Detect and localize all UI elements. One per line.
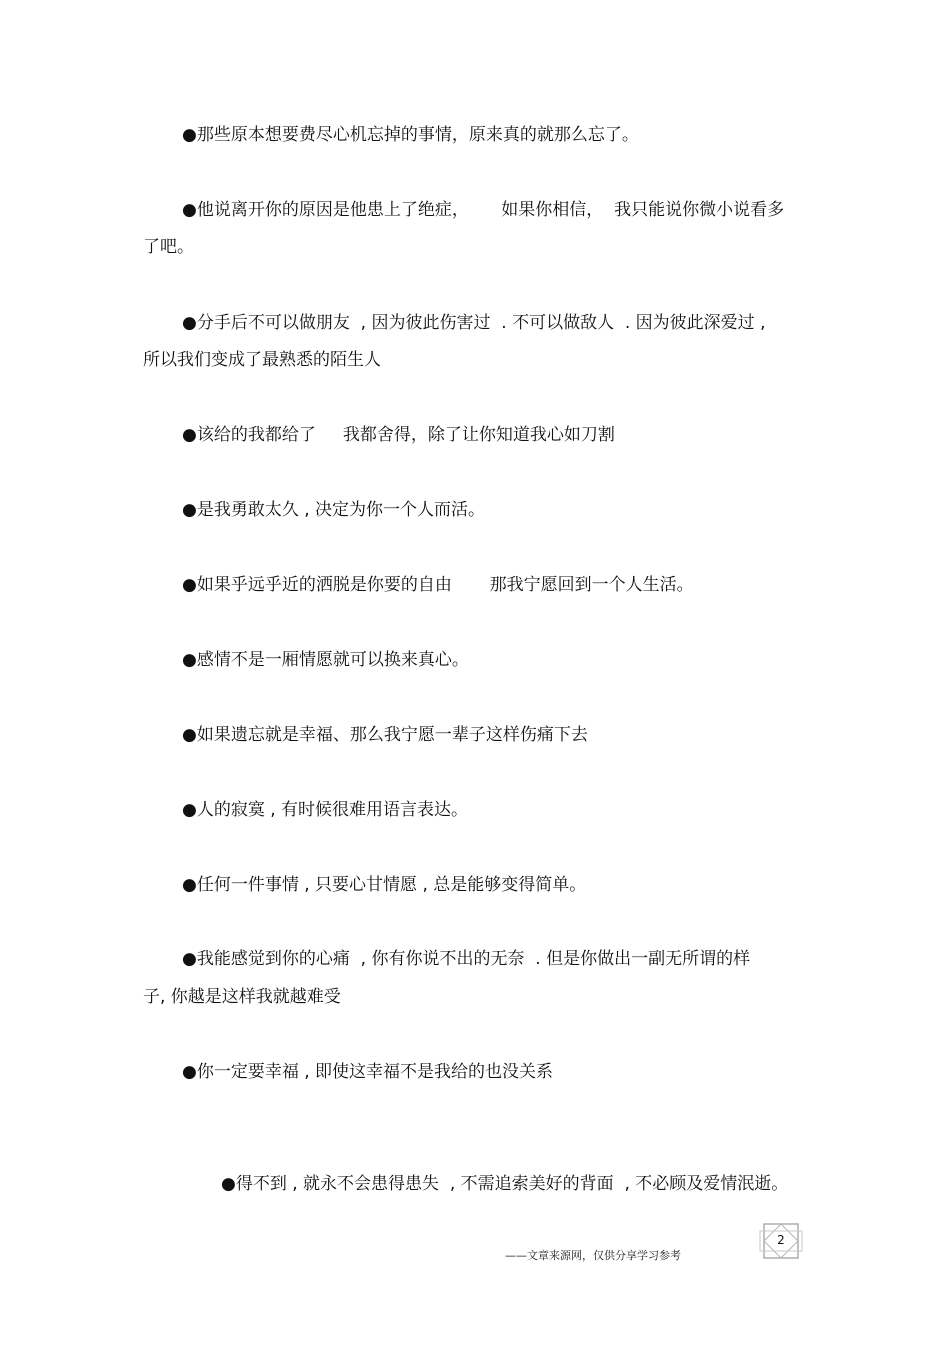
paragraph-8-line-1: ●如果遗忘就是幸福、那么我宁愿一辈子这样伤痛下去 bbox=[182, 725, 588, 745]
paragraph-1-line-1: ●那些原本想要费尽心机忘掉的事情，原来真的就那么忘了。 bbox=[182, 125, 639, 145]
footer-source-note: ——文章来源网，仅供分享学习参考 bbox=[505, 1249, 681, 1262]
paragraph-11-line-2: 子, 你越是这样我就越难受 bbox=[143, 987, 341, 1007]
paragraph-3-line-2: 所以我们变成了最熟悉的陌生人 bbox=[143, 350, 381, 370]
paragraph-13-line-1: ●得不到 , 就永不会患得患失 , 不需追索美好的背面 , 不必顾及爱情泯逝。 bbox=[221, 1174, 789, 1194]
paragraph-6-line-1: ●如果乎远乎近的洒脱是你要的自由 那我宁愿回到一个人生活。 bbox=[182, 575, 694, 595]
paragraph-12-line-1: ●你一定要幸福 , 即使这幸福不是我给的也没关系 bbox=[182, 1062, 554, 1082]
paragraph-3-line-1: ●分手后不可以做朋友 , 因为彼此伤害过 . 不可以做敌人 . 因为彼此深爱过 , bbox=[182, 313, 766, 333]
paragraph-11-line-1: ●我能感觉到你的心痛 , 你有你说不出的无奈 . 但是你做出一副无所谓的样 bbox=[182, 949, 751, 969]
paragraph-2-line-2: 了吧。 bbox=[143, 237, 194, 257]
paragraph-7-line-1: ●感情不是一厢情愿就可以换来真心。 bbox=[182, 650, 469, 670]
page-number-badge bbox=[755, 1220, 807, 1262]
paragraph-2-line-1: ●他说离开你的原因是他患上了绝症， 如果你相信， 我只能说你微小说看多 bbox=[182, 200, 785, 220]
paragraph-4-line-1: ●该给的我都给了 我都舍得，除了让你知道我心如刀割 bbox=[182, 425, 615, 445]
paragraph-5-line-1: ●是我勇敢太久 , 决定为你一个人而活。 bbox=[182, 500, 486, 520]
page-number: 2 bbox=[777, 1233, 785, 1247]
paragraph-10-line-1: ●任何一件事情 , 只要心甘情愿 , 总是能够变得简单。 bbox=[182, 875, 587, 895]
paragraph-9-line-1: ●人的寂寞 , 有时候很难用语言表达。 bbox=[182, 800, 469, 820]
